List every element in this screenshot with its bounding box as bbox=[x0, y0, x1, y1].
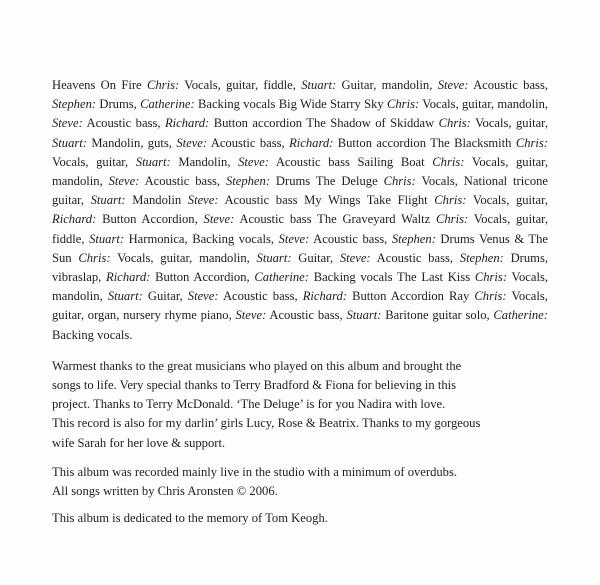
thanks-paragraph bbox=[52, 357, 548, 453]
musician-role: Acoustic bass, bbox=[376, 250, 454, 265]
musician-role: Vocals, guitar, fiddle, bbox=[52, 212, 548, 246]
song-title: Heavens On Fire bbox=[52, 78, 142, 92]
musician-role: Vocals, guitar, bbox=[475, 116, 548, 131]
track-credits bbox=[52, 76, 548, 345]
musician-role: Vocals, guitar, fiddle, bbox=[184, 78, 296, 92]
musician-name: Stuart: bbox=[301, 78, 337, 92]
recording-line: This album was recorded mainly live in the studio with a minimum of overdubs. bbox=[52, 464, 458, 479]
musician-role: Guitar, mandolin, bbox=[341, 78, 433, 92]
musician-role: Drums bbox=[275, 174, 311, 189]
musician-name: Richard: bbox=[164, 116, 210, 131]
musician-role: Acoustic bass, bbox=[86, 116, 161, 131]
thanks-line: This record is also for my darlin’ girls Lucy, Rose & Beatrix. Thanks to my gorgeous bbox=[52, 416, 481, 431]
musician-role: Backing vocals bbox=[197, 97, 276, 112]
musician-role: Vocals, guitar, bbox=[472, 193, 548, 208]
musician-name: Chris: bbox=[438, 116, 471, 131]
musician-role: Acoustic bass bbox=[224, 193, 298, 208]
musician-role: Acoustic bass, bbox=[473, 78, 548, 92]
musician-role: Guitar, bbox=[298, 250, 334, 265]
musician-name: Richard: bbox=[106, 270, 151, 285]
musician-name: Chris: bbox=[78, 250, 111, 265]
musician-name: Steve: bbox=[108, 174, 140, 189]
musician-role: Button Accordion bbox=[352, 289, 444, 304]
musician-name: Chris: bbox=[434, 193, 467, 208]
musician-role: Acoustic bass, bbox=[210, 135, 285, 150]
musician-name: Stephen: bbox=[52, 97, 97, 112]
musician-name: Steve: bbox=[238, 154, 269, 169]
musician-role: Vocals, mandolin, bbox=[52, 270, 549, 304]
song-title: The Blacksmith bbox=[430, 135, 512, 150]
musician-role: Mandolin, bbox=[178, 154, 231, 169]
musician-name: Stuart: bbox=[135, 154, 171, 169]
musician-role: Button accordion bbox=[337, 135, 427, 150]
song-title: Big Wide Starry Sky bbox=[278, 97, 384, 112]
musician-role: Vocals, guitar, mandolin, bbox=[422, 97, 549, 112]
musician-name: Stephen: bbox=[391, 231, 436, 246]
liner-notes-page bbox=[52, 76, 548, 536]
musician-role: Drums, vibraslap, bbox=[52, 250, 549, 285]
musician-role: Baritone guitar solo, bbox=[385, 308, 490, 323]
musician-role: Vocals, guitar, bbox=[52, 154, 129, 169]
song-title: Sailing Boat bbox=[357, 154, 425, 169]
musician-name: Richard: bbox=[302, 289, 348, 304]
musician-role: Vocals, guitar, organ, nursery rhyme piano, bbox=[52, 289, 548, 323]
musician-name: Chris: bbox=[474, 289, 507, 304]
song-title: The Shadow of Skiddaw bbox=[306, 116, 435, 131]
musician-name: Stuart: bbox=[346, 308, 382, 323]
musician-name: Chris: bbox=[474, 270, 508, 285]
song-title: The Deluge bbox=[315, 174, 378, 189]
musician-name: Chris: bbox=[432, 154, 465, 169]
musician-role: Acoustic bass, bbox=[222, 289, 298, 304]
song-title: My Wings Take Flight bbox=[304, 193, 428, 208]
musician-role: Acoustic bass bbox=[275, 154, 350, 169]
song-title: Ray bbox=[449, 289, 470, 304]
musician-role: Button Accordion, bbox=[155, 270, 250, 285]
musician-name: Stuart: bbox=[52, 135, 87, 150]
musician-role: Vocals, National tricone guitar, bbox=[52, 174, 549, 208]
musician-role: Vocals, guitar, mandolin, bbox=[117, 250, 250, 265]
musician-role: Mandolin, guts, bbox=[91, 135, 172, 150]
musician-role: Acoustic bass, bbox=[144, 174, 221, 189]
musician-name: Catherine: bbox=[254, 270, 309, 285]
thanks-line: songs to life. Very special thanks to Terry Bradford & Fiona for believing in this bbox=[52, 378, 457, 393]
musician-role: Button Accordion, bbox=[102, 212, 198, 227]
musician-name: Stephen: bbox=[459, 250, 504, 265]
thanks-line: Warmest thanks to the great musicians who played on this album and brought the bbox=[52, 358, 462, 373]
musician-name: Catherine: bbox=[140, 97, 195, 112]
musician-role: Button accordion bbox=[213, 116, 303, 131]
thanks-line: project. Thanks to Terry McDonald. ‘The Deluge’ is for you Nadira with love. bbox=[52, 397, 446, 412]
song-title: The Graveyard Waltz bbox=[317, 212, 431, 227]
musician-name: Steve: bbox=[187, 289, 219, 304]
musician-role: Drums, bbox=[99, 97, 137, 112]
musician-name: Stuart: bbox=[107, 289, 143, 304]
musician-name: Steve: bbox=[278, 231, 310, 246]
musician-role: Backing vocals bbox=[313, 270, 393, 285]
musician-name: Steve: bbox=[187, 193, 219, 208]
thanks-line: wife Sarah for her love & support. bbox=[52, 435, 226, 450]
song-title: The Last Kiss bbox=[397, 270, 471, 285]
musician-role: Acoustic bass, bbox=[269, 308, 343, 323]
musician-name: Stuart: bbox=[89, 231, 125, 246]
song-title: Venus & The Sun bbox=[52, 231, 548, 265]
musician-name: Richard: bbox=[289, 135, 334, 150]
musician-role: Acoustic bass bbox=[239, 212, 312, 227]
musician-role: Guitar, bbox=[147, 289, 183, 304]
recording-note bbox=[52, 463, 548, 501]
musician-name: Chris: bbox=[515, 135, 549, 150]
musician-name: Chris: bbox=[383, 174, 416, 189]
musician-role: Vocals, guitar, mandolin, bbox=[52, 154, 548, 189]
dedication: This album is dedicated to the memory of Tom Keogh. bbox=[52, 511, 328, 526]
musician-role: Acoustic bass, bbox=[313, 231, 388, 246]
musician-name: Stuart: bbox=[256, 250, 292, 265]
musician-role: Mandolin bbox=[132, 193, 182, 208]
musician-name: Chris: bbox=[146, 78, 180, 92]
musician-name: Stuart: bbox=[90, 193, 126, 208]
musician-name: Stephen: bbox=[225, 174, 271, 189]
musician-role: Drums bbox=[440, 231, 475, 246]
musician-name: Steve: bbox=[203, 212, 235, 227]
musician-name: Chris: bbox=[386, 97, 420, 112]
musician-name: Chris: bbox=[435, 212, 469, 227]
musician-name: Steve: bbox=[176, 135, 208, 150]
musician-role: Harmonica, Backing vocals, bbox=[128, 231, 275, 246]
musician-name: Steve: bbox=[235, 308, 267, 323]
recording-line: All songs written by Chris Aronsten © 2006. bbox=[52, 484, 278, 499]
musician-name: Steve: bbox=[339, 250, 371, 265]
musician-role: Backing vocals. bbox=[52, 327, 133, 342]
musician-name: Richard: bbox=[52, 212, 97, 227]
musician-name: Catherine: bbox=[493, 308, 548, 323]
musician-name: Steve: bbox=[437, 78, 469, 92]
musician-name: Steve: bbox=[52, 116, 83, 131]
